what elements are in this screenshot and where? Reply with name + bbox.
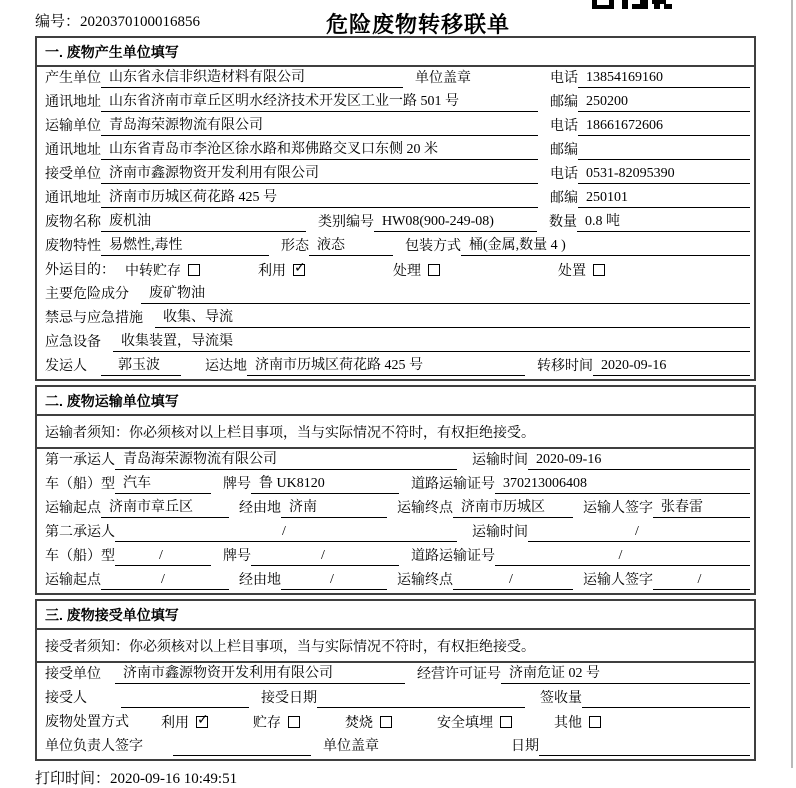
phone-label: 电话 bbox=[550, 71, 578, 86]
transporter-name-value: 青岛海荣源物流有限公司 bbox=[101, 114, 538, 136]
transporter-notice bbox=[37, 416, 754, 449]
notice-text: 你必须核对以上栏目事项，当与实际情况不符时，有权拒绝接受。 bbox=[129, 426, 535, 441]
disposal-option-other bbox=[554, 712, 601, 732]
responsible-sign-label: 单位负责人签字 bbox=[45, 739, 143, 754]
road-permit-label: 道路运输证号 bbox=[411, 477, 495, 492]
receipt-date-value bbox=[317, 706, 525, 708]
checkbox-label: 利用 bbox=[258, 264, 286, 279]
quantity-value: 0.8 吨 bbox=[577, 210, 750, 232]
category-code-value: HW08(900-249-08) bbox=[374, 214, 537, 232]
row-route1 bbox=[37, 497, 754, 521]
print-time-value: 2020-09-16 10:49:51 bbox=[110, 771, 238, 787]
packing-value: 桶(金属,数量 4 ) bbox=[461, 234, 750, 256]
checkbox-unchecked-icon bbox=[589, 716, 601, 728]
row-waste-name bbox=[37, 211, 754, 235]
manifest-form bbox=[35, 36, 756, 761]
zip-label: 邮编 bbox=[550, 95, 578, 110]
unit-seal-label: 单位盖章 bbox=[415, 71, 471, 86]
dispatcher-value: 郭玉波 bbox=[101, 354, 181, 376]
purpose-option-transfer-storage bbox=[125, 260, 200, 280]
field-label: 车（船）型 bbox=[45, 549, 115, 564]
vehicle1-type-value: 汽车 bbox=[115, 472, 211, 494]
checkbox-unchecked-icon bbox=[593, 264, 605, 276]
document-header bbox=[0, 0, 796, 36]
emergency-value: 收集、导流 bbox=[155, 306, 750, 328]
row-producer-address bbox=[37, 91, 754, 115]
carrier2-time-value: / bbox=[528, 524, 750, 542]
form-value: 液态 bbox=[309, 234, 393, 256]
field-label: 废物特性 bbox=[45, 239, 101, 254]
section-producer bbox=[35, 36, 756, 381]
route1-sign-value: 张春雷 bbox=[653, 496, 750, 518]
field-label: 接受单位 bbox=[45, 667, 101, 682]
row-equipment bbox=[37, 331, 754, 355]
field-label: 车（船）型 bbox=[45, 477, 115, 492]
checkbox-unchecked-icon bbox=[288, 716, 300, 728]
date-label: 日期 bbox=[511, 739, 539, 754]
field-label: 第二承运人 bbox=[45, 525, 115, 540]
checkbox-unchecked-icon bbox=[380, 716, 392, 728]
disposal-option-incinerate bbox=[345, 712, 392, 732]
page-edge-line bbox=[791, 0, 793, 768]
disposal-option-utilize bbox=[161, 712, 208, 732]
row-hazard bbox=[37, 283, 754, 307]
row-disposal bbox=[37, 711, 754, 735]
row-transporter-address bbox=[37, 139, 754, 163]
field-label: 第一承运人 bbox=[45, 453, 115, 468]
checkbox-label: 其他 bbox=[554, 716, 582, 731]
row-receipt bbox=[37, 687, 754, 711]
field-label: 废物名称 bbox=[45, 215, 101, 230]
section-receiver bbox=[35, 599, 756, 761]
row-carrier1 bbox=[37, 449, 754, 473]
notice-text: 你必须核对以上栏目事项，当与实际情况不符时，有权拒绝接受。 bbox=[129, 640, 535, 655]
carrier1-time-value: 2020-09-16 bbox=[528, 452, 750, 470]
destination-label: 运达地 bbox=[205, 359, 247, 374]
unit-seal-label: 单位盖章 bbox=[323, 739, 379, 754]
check-icon: ✓ bbox=[294, 260, 306, 276]
notice-label: 接受者须知： bbox=[45, 640, 129, 655]
row-waste-property bbox=[37, 235, 754, 259]
field-label: 发运人 bbox=[45, 359, 87, 374]
route-end-label: 运输终点 bbox=[397, 573, 453, 588]
transfer-time-label: 转移时间 bbox=[537, 359, 593, 374]
row-producer bbox=[37, 67, 754, 91]
waste-name-value: 废机油 bbox=[101, 210, 306, 232]
transporter-phone-value: 18661672606 bbox=[578, 118, 750, 136]
phone-label: 电话 bbox=[550, 119, 578, 134]
field-label: 禁忌与应急措施 bbox=[45, 311, 143, 326]
purpose-label: 外运目的： bbox=[45, 263, 115, 278]
carrier2-value: / bbox=[115, 524, 457, 542]
checkbox-label: 处置 bbox=[558, 264, 586, 279]
checkbox-unchecked-icon bbox=[188, 264, 200, 276]
serial-number-line bbox=[35, 10, 200, 31]
print-time-line bbox=[35, 767, 796, 788]
checkbox-label: 安全填埋 bbox=[437, 716, 493, 731]
row-receiver-address bbox=[37, 187, 754, 211]
transport-time-label: 运输时间 bbox=[472, 453, 528, 468]
vehicle2-plate-value: / bbox=[251, 548, 399, 566]
serial-label: 编号： bbox=[35, 14, 81, 30]
check-icon: ✓ bbox=[197, 712, 209, 728]
phone-label: 电话 bbox=[550, 167, 578, 182]
category-code-label: 类别编号 bbox=[318, 215, 374, 230]
field-label: 接受人 bbox=[45, 691, 87, 706]
row-vehicle2 bbox=[37, 545, 754, 569]
checkbox-unchecked-icon bbox=[428, 264, 440, 276]
receiver-person-value bbox=[121, 706, 249, 708]
route-via-label: 经由地 bbox=[239, 501, 281, 516]
zip-label: 邮编 bbox=[550, 191, 578, 206]
field-label: 接受单位 bbox=[45, 167, 101, 182]
field-label: 运输单位 bbox=[45, 119, 101, 134]
transporter-zip-value bbox=[578, 158, 750, 160]
receiver-name-value: 济南市鑫源物资开发利用有限公司 bbox=[101, 162, 538, 184]
quantity-label: 数量 bbox=[549, 215, 577, 230]
hazard-value: 废矿物油 bbox=[141, 282, 750, 304]
row-vehicle1 bbox=[37, 473, 754, 497]
form-label: 形态 bbox=[281, 239, 309, 254]
section-transporter-header: 二. 废物运输单位填写 bbox=[37, 387, 754, 416]
row-carrier2 bbox=[37, 521, 754, 545]
checkbox-unchecked-icon bbox=[500, 716, 512, 728]
route2-start-value: / bbox=[101, 572, 229, 590]
checkbox-label: 焚烧 bbox=[345, 716, 373, 731]
carrier-sign-label: 运输人签字 bbox=[583, 501, 653, 516]
packing-label: 包装方式 bbox=[405, 239, 461, 254]
route-start-label: 运输起点 bbox=[45, 501, 101, 516]
signed-quantity-value bbox=[582, 706, 750, 708]
checkbox-label: 贮存 bbox=[253, 716, 281, 731]
plate-label: 牌号 bbox=[223, 477, 251, 492]
road-permit-label: 道路运输证号 bbox=[411, 549, 495, 564]
transporter-address-value: 山东省青岛市李沧区徐水路和郑佛路交叉口东侧 20 米 bbox=[101, 138, 538, 160]
route1-end-value: 济南市历城区 bbox=[453, 496, 573, 518]
producer-name-value: 山东省永信非织造材料有限公司 bbox=[101, 66, 403, 88]
carrier1-value: 青岛海荣源物流有限公司 bbox=[115, 448, 457, 470]
receiver-phone-value: 0531-82095390 bbox=[578, 166, 750, 184]
plate-label: 牌号 bbox=[223, 549, 251, 564]
purpose-option-dispose bbox=[558, 260, 605, 280]
license-value: 济南危证 02 号 bbox=[501, 662, 750, 684]
field-label: 主要危险成分 bbox=[45, 287, 129, 302]
disposal-option-landfill bbox=[437, 712, 512, 732]
row-dispatch bbox=[37, 355, 754, 379]
carrier-sign-label: 运输人签字 bbox=[583, 573, 653, 588]
notice-label: 运输者须知： bbox=[45, 426, 129, 441]
section-producer-header: 一. 废物产生单位填写 bbox=[37, 38, 754, 67]
signed-quantity-label: 签收量 bbox=[540, 691, 582, 706]
checkbox-label: 中转贮存 bbox=[125, 264, 181, 279]
disposal-option-store bbox=[253, 712, 300, 732]
receiver-address-value: 济南市历城区荷花路 425 号 bbox=[101, 186, 538, 208]
field-label: 通讯地址 bbox=[45, 143, 101, 158]
route-via-label: 经由地 bbox=[239, 573, 281, 588]
destination-value: 济南市历城区荷花路 425 号 bbox=[247, 354, 525, 376]
row-receiver bbox=[37, 163, 754, 187]
disposal-label: 废物处置方式 bbox=[45, 715, 129, 730]
transport-time-label: 运输时间 bbox=[472, 525, 528, 540]
license-label: 经营许可证号 bbox=[417, 667, 501, 682]
section-transporter bbox=[35, 385, 756, 595]
field-label: 通讯地址 bbox=[45, 191, 101, 206]
vehicle1-permit-value: 370213006408 bbox=[495, 476, 750, 494]
accept-unit-value: 济南市鑫源物资开发利用有限公司 bbox=[115, 662, 405, 684]
vehicle2-permit-value: / bbox=[495, 548, 750, 566]
field-label: 通讯地址 bbox=[45, 95, 101, 110]
checkbox-checked-icon bbox=[196, 712, 209, 728]
equipment-value: 收集装置，导流渠 bbox=[113, 330, 750, 352]
vehicle2-type-value: / bbox=[115, 548, 211, 566]
serial-number: 2020370100016856 bbox=[80, 14, 201, 30]
route2-via-value: / bbox=[281, 572, 387, 590]
print-time-label: 打印时间： bbox=[35, 771, 111, 787]
purpose-option-utilize bbox=[258, 260, 305, 280]
date-value bbox=[539, 754, 750, 756]
field-label: 应急设备 bbox=[45, 335, 101, 350]
receipt-date-label: 接受日期 bbox=[261, 691, 317, 706]
row-transporter bbox=[37, 115, 754, 139]
waste-property-value: 易燃性,毒性 bbox=[101, 234, 269, 256]
route-end-label: 运输终点 bbox=[397, 501, 453, 516]
producer-zip-value: 250200 bbox=[578, 94, 750, 112]
checkbox-checked-icon bbox=[293, 260, 306, 276]
document-title: 危险废物转移联单 bbox=[325, 12, 510, 37]
route1-start-value: 济南市章丘区 bbox=[101, 496, 229, 518]
row-accept-unit bbox=[37, 663, 754, 687]
checkbox-label: 利用 bbox=[161, 716, 189, 731]
responsible-sign-value bbox=[173, 754, 311, 756]
purpose-option-treat bbox=[393, 260, 440, 280]
row-route2 bbox=[37, 569, 754, 593]
route2-end-value: / bbox=[453, 572, 573, 590]
field-label: 产生单位 bbox=[45, 71, 101, 86]
checkbox-label: 处理 bbox=[393, 264, 421, 279]
producer-phone-value: 13854169160 bbox=[578, 70, 750, 88]
receiver-notice bbox=[37, 630, 754, 663]
vehicle1-plate-value: 鲁 UK8120 bbox=[251, 472, 399, 494]
producer-address-value: 山东省济南市章丘区明水经济技术开发区工业一路 501 号 bbox=[101, 90, 538, 112]
row-responsible-sign bbox=[37, 735, 754, 759]
row-purpose bbox=[37, 259, 754, 283]
route-start-label: 运输起点 bbox=[45, 573, 101, 588]
row-emergency bbox=[37, 307, 754, 331]
receiver-zip-value: 250101 bbox=[578, 190, 750, 208]
zip-label: 邮编 bbox=[550, 143, 578, 158]
transfer-time-value: 2020-09-16 bbox=[593, 358, 750, 376]
route1-via-value: 济南 bbox=[281, 496, 387, 518]
route2-sign-value: / bbox=[653, 572, 750, 590]
section-receiver-header: 三. 废物接受单位填写 bbox=[37, 601, 754, 630]
